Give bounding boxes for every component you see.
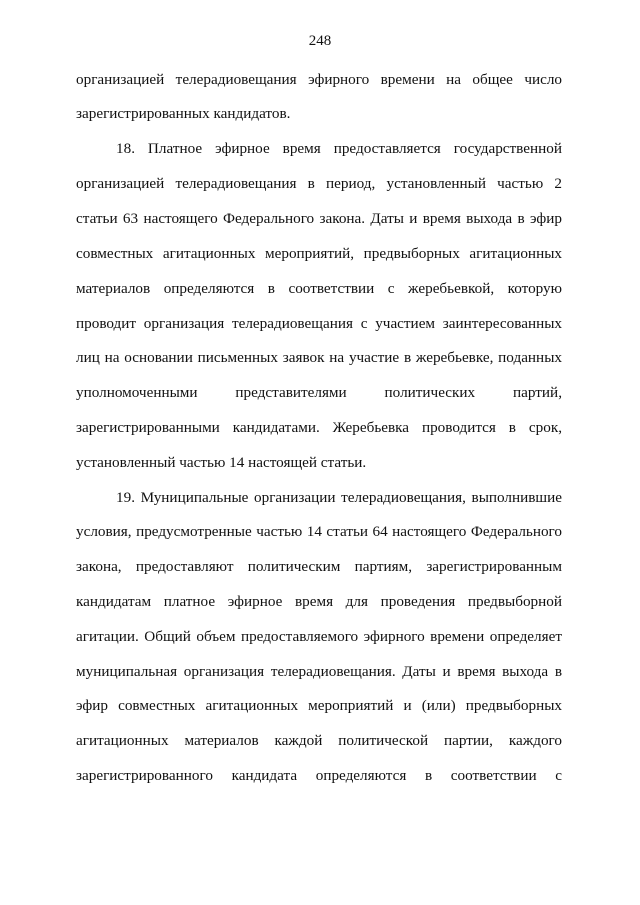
text-line: зарегистрированных кандидатов. <box>76 105 291 122</box>
text-line: установленный частью 14 настоящей статьи. <box>76 454 367 471</box>
text-line: зарегистрированными кандидатами. Жеребьевка проводится в срок, <box>76 419 562 436</box>
text-line: статьи 63 настоящего Федерального закона. Даты и время выхода в эфир <box>76 210 562 227</box>
text-line: закона, предоставляют политическим партиям, зарегистрированным <box>76 558 562 575</box>
text-line: уполномоченными представителями политических партий, <box>76 384 562 401</box>
text-line: кандидатам платное эфирное время для проведения предвыборной <box>76 593 562 610</box>
text-line: муниципальная организация телерадиовещания. Даты и время выхода в <box>76 663 562 680</box>
text-line: агитационных материалов каждой политической партии, каждого <box>76 732 562 749</box>
text-line: зарегистрированного кандидата определяются в соответствии с <box>76 767 562 784</box>
text-line: материалов определяются в соответствии с жеребьевкой, которую <box>76 280 562 297</box>
text-line: совместных агитационных мероприятий, предвыборных агитационных <box>76 245 562 262</box>
text-line: 19. Муниципальные организации телерадиовещания, выполнившие <box>116 489 562 506</box>
text-line: организацией телерадиовещания в период, установленный частью 2 <box>76 175 562 192</box>
text-line: проводит организация телерадиовещания с участием заинтересованных <box>76 315 562 332</box>
text-line: 18. Платное эфирное время предоставляется государственной <box>116 140 562 157</box>
text-line: организацией телерадиовещания эфирного времени на общее число <box>76 71 562 88</box>
text-line: условия, предусмотренные частью 14 статьи 64 настоящего Федерального <box>76 523 562 540</box>
text-line: агитации. Общий объем предоставляемого эфирного времени определяет <box>76 628 562 645</box>
text-line: лиц на основании письменных заявок на участие в жеребьевке, поданных <box>76 349 562 366</box>
page-number: 248 <box>308 33 332 49</box>
text-line: эфир совместных агитационных мероприятий и (или) предвыборных <box>76 697 562 714</box>
